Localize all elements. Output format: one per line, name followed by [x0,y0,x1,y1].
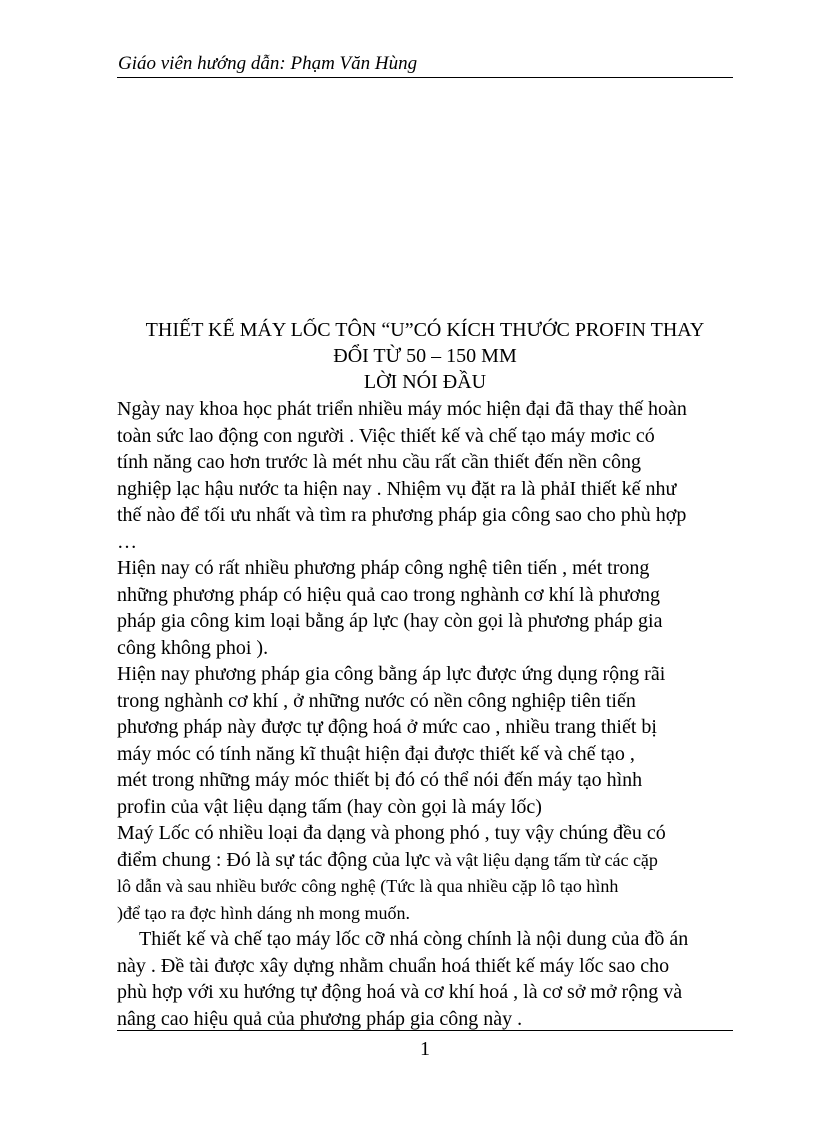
header-divider [117,77,733,78]
body-line: nghiệp lạc hậu nước ta hiện nay . Nhiệm vụ đặt ra là phảI thiết kế như [117,477,677,500]
body-line: thế nào để tối ưu nhất và tìm ra phương pháp gia công sao cho phù hợp [117,504,687,526]
body-line: trong nghành cơ khí , ở những nước có nền công nghiệp tiên tiến [117,689,636,712]
body-line: pháp gia công kim loại bằng áp lực (hay còn gọi là phương pháp gia [117,610,663,632]
document-title-line-1: THIẾT KẾ MÁY LỐC TÔN “U”CÓ KÍCH THƯỚC PROFIN THAY [145,319,705,341]
body-line-mixed-a: điểm chung : Đó là sự tác động của lực [117,848,431,871]
body-line: Hiện nay có rất nhiều phương pháp công nghệ tiên tiến , mét trong [117,557,650,579]
body-line: Hiện nay phương pháp gia công bằng áp lực được ứng dụng rộng rãi [117,663,666,685]
body-line: mét trong những máy móc thiết bị đó có thể nói đến máy tạo hình [117,769,643,791]
footer-divider [117,1030,733,1031]
body-line: … [117,530,137,553]
body-line: này . Đề tài được xây dựng nhằm chuẩn hoá thiết kế máy lốc sao cho [117,954,670,977]
body-line: công không phoi ). [117,636,269,659]
body-line-mixed-b: và vật liệu dạng tấm từ các cặp [430,849,658,870]
body-line-small: lô dẫn và sau nhiều bước công nghệ (Tức là qua nhiều cặp lô tạo hình [117,876,619,896]
page-header: Giáo viên hướng dẫn: Phạm Văn Hùng [118,53,418,74]
body-line: Ngày nay khoa học phát triển nhiều máy móc hiện đại đã thay thế hoàn [117,398,687,420]
body-line: tính năng cao hơn trước là mét nhu cầu rất cần thiết đến nền công [117,451,642,473]
section-heading: LỜI NÓI ĐẦU [363,371,487,393]
title-block [117,317,733,395]
body-line: toàn sức lao động con người . Việc thiết kế và chế tạo máy mơic có [117,424,655,447]
page-number: 1 [420,1038,430,1060]
body-line-mixed [117,847,729,874]
body-text [117,396,729,1032]
body-line-small: )để tạo ra đợc hình dáng nh mong muốn. [117,902,410,923]
body-line: phương pháp này được tự động hoá ở mức cao , nhiều trang thiết bị [117,716,657,738]
body-line: profin của vật liệu dạng tấm (hay còn gọi là máy lốc) [117,795,542,818]
body-line: những phương pháp có hiệu quả cao trong nghành cơ khí là phương [117,583,661,606]
body-line: máy móc có tính năng kĩ thuật hiện đại được thiết kế và chế tạo , [117,742,635,765]
body-line: Maý Lốc có nhiều loại đa dạng và phong phó , tuy vậy chúng đều có [117,822,666,844]
body-line: phù hợp với xu hướng tự động hoá và cơ khí hoá , là cơ sở mở rộng và [117,981,683,1003]
body-line: nâng cao hiệu quả của phương pháp gia công này . [117,1007,523,1030]
body-line: Thiết kế và chế tạo máy lốc cỡ nhá còng chính là nội dung của đồ án [139,928,689,950]
document-title-line-2: ĐỔI TỪ 50 – 150 MM [333,345,517,367]
